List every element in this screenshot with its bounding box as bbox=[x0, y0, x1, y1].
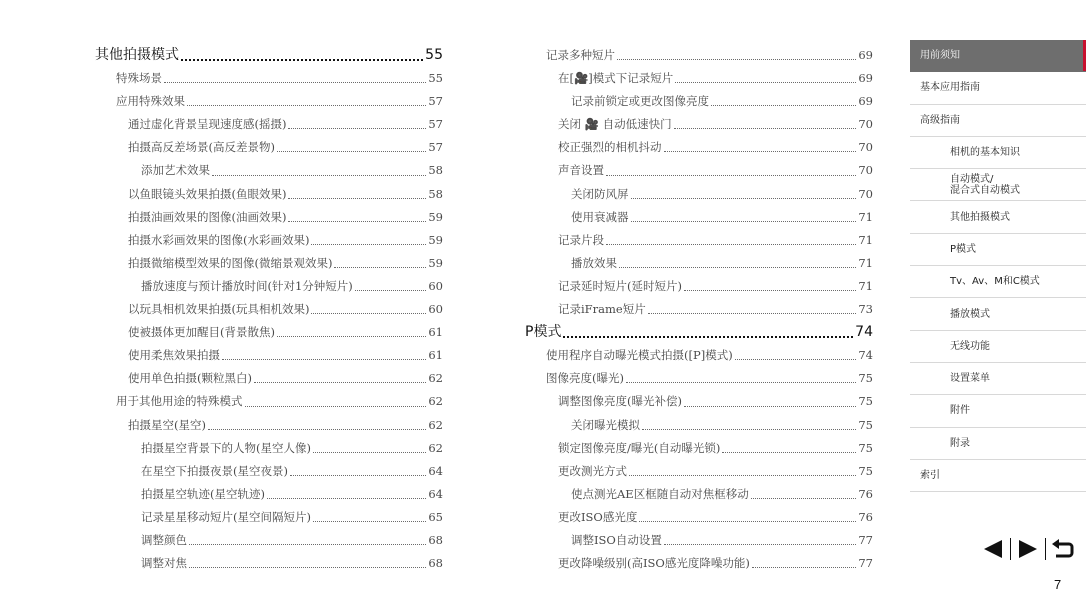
toc-entry[interactable] bbox=[95, 90, 443, 113]
toc-entry[interactable] bbox=[95, 460, 443, 483]
toc-entry-title: 以鱼眼镜头效果拍摄(鱼眼效果) bbox=[128, 186, 287, 201]
toc-entry-page: 69 bbox=[858, 94, 873, 109]
sidebar-item-label: 附录 bbox=[950, 437, 970, 449]
toc-entry-title: 记录前锁定或更改图像亮度 bbox=[571, 94, 709, 109]
sidebar-item-label: 设置菜单 bbox=[950, 373, 990, 385]
toc-entry[interactable] bbox=[95, 414, 443, 437]
dot-leader bbox=[355, 289, 427, 291]
dot-leader bbox=[684, 289, 856, 291]
toc-entry-title: 关闭曝光模拟 bbox=[571, 417, 640, 432]
toc-entry-page: 70 bbox=[858, 186, 873, 201]
toc-entry-title: P模式 bbox=[525, 324, 562, 341]
toc-entry-page: 69 bbox=[858, 71, 873, 86]
toc-entry[interactable] bbox=[525, 275, 873, 298]
toc-entry-page: 77 bbox=[858, 532, 873, 547]
dot-leader bbox=[277, 335, 426, 337]
dot-leader bbox=[313, 451, 426, 453]
sidebar-item[interactable] bbox=[910, 169, 1086, 201]
toc-entry-page: 60 bbox=[428, 278, 443, 293]
prev-page-icon[interactable] bbox=[980, 537, 1006, 561]
toc-entry-title: 拍摄星空轨迹(星空轨迹) bbox=[141, 486, 265, 501]
toc-entry[interactable] bbox=[525, 552, 873, 575]
toc-entry[interactable] bbox=[95, 367, 443, 390]
dot-leader bbox=[684, 405, 856, 407]
toc-entry-page: 70 bbox=[858, 117, 873, 132]
dot-leader bbox=[313, 520, 426, 522]
dot-leader bbox=[752, 566, 857, 568]
toc-entry[interactable] bbox=[95, 229, 443, 252]
toc-entry-page: 71 bbox=[858, 255, 873, 270]
toc-entry-title: 播放效果 bbox=[571, 255, 617, 270]
toc-entry-title: 声音设置 bbox=[558, 163, 604, 178]
sidebar-item-label: Tv、Av、M和C模式 bbox=[950, 276, 1040, 288]
toc-entry-page: 64 bbox=[428, 486, 443, 501]
toc-entry[interactable] bbox=[525, 67, 873, 90]
return-icon[interactable] bbox=[1050, 537, 1076, 561]
toc-entry-title: 更改ISO感光度 bbox=[558, 509, 638, 524]
sidebar-item[interactable] bbox=[910, 460, 1086, 492]
toc-entry[interactable] bbox=[525, 437, 873, 460]
dot-leader bbox=[189, 566, 426, 568]
toc-entry-page: 74 bbox=[858, 348, 873, 363]
toc-entry-page: 71 bbox=[858, 209, 873, 224]
toc-entry-page: 64 bbox=[428, 463, 443, 478]
toc-entry-page: 62 bbox=[428, 417, 443, 432]
dot-leader bbox=[288, 127, 426, 129]
toc-entry-page: 59 bbox=[428, 232, 443, 247]
toc-entry-page: 59 bbox=[428, 209, 443, 224]
sidebar-item-label: 用前须知 bbox=[920, 50, 960, 62]
toc-entry-page: 60 bbox=[428, 302, 443, 317]
toc-entry[interactable] bbox=[95, 321, 443, 344]
toc-entry-title: 锁定图像亮度/曝光(自动曝光锁) bbox=[558, 440, 721, 455]
sidebar-item-label: 附件 bbox=[950, 405, 970, 417]
dot-leader bbox=[642, 428, 856, 430]
dot-leader bbox=[222, 358, 426, 360]
sidebar-item[interactable] bbox=[910, 428, 1086, 460]
dot-leader bbox=[751, 497, 857, 499]
toc-entry[interactable] bbox=[525, 529, 873, 552]
dot-leader bbox=[288, 197, 426, 199]
toc-entry-title: 调整颜色 bbox=[141, 532, 187, 547]
toc-entry[interactable] bbox=[95, 275, 443, 298]
toc-entry-page: 74 bbox=[855, 324, 873, 341]
toc-entry-title: 拍摄星空(星空) bbox=[128, 417, 206, 432]
dot-leader bbox=[181, 58, 423, 61]
toc-entry-title: 调整ISO自动设置 bbox=[571, 532, 662, 547]
toc-entry-title: 其他拍摄模式 bbox=[95, 47, 179, 63]
toc-entry-page: 76 bbox=[858, 486, 873, 501]
toc-entry-page: 58 bbox=[428, 186, 443, 201]
toc-entry[interactable] bbox=[525, 136, 873, 159]
toc-entry-title: 通过虚化背景呈现速度感(摇摄) bbox=[128, 117, 287, 132]
toc-entry[interactable] bbox=[95, 159, 443, 182]
toc-entry[interactable] bbox=[95, 67, 443, 90]
toc-entry-title: 使用单色拍摄(颗粒黑白) bbox=[128, 371, 252, 386]
toc-entry[interactable] bbox=[525, 206, 873, 229]
toc-entry-page: 71 bbox=[858, 278, 873, 293]
dot-leader bbox=[664, 150, 857, 152]
sidebar-item-label: 基本应用指南 bbox=[920, 82, 980, 94]
toc-entry-title: 以玩具相机效果拍摄(玩具相机效果) bbox=[128, 302, 310, 317]
toc-entry[interactable] bbox=[525, 113, 873, 136]
toc-entry-page: 61 bbox=[428, 348, 443, 363]
toc-entry[interactable] bbox=[525, 390, 873, 413]
dot-leader bbox=[629, 474, 856, 476]
dot-leader bbox=[311, 312, 426, 314]
toc-entry-title: 特殊场景 bbox=[116, 71, 162, 86]
toc-entry-title: 拍摄高反差场景(高反差景物) bbox=[128, 140, 275, 155]
toc-entry-title: 关闭防风屏 bbox=[571, 186, 629, 201]
toc-entry-page: 75 bbox=[858, 463, 873, 478]
toc-entry[interactable] bbox=[525, 367, 873, 390]
toc-entry-page: 77 bbox=[858, 556, 873, 571]
toc-entry[interactable] bbox=[95, 483, 443, 506]
page-navigation bbox=[980, 537, 1076, 561]
sidebar-item-label: 索引 bbox=[920, 470, 940, 481]
toc-entry-page: 69 bbox=[858, 48, 873, 62]
dot-leader bbox=[619, 266, 856, 268]
toc-entry-title: 用于其他用途的特殊模式 bbox=[116, 394, 243, 409]
toc-entry[interactable] bbox=[95, 183, 443, 206]
dot-leader bbox=[639, 520, 856, 522]
toc-entry-title: 记录片段 bbox=[558, 232, 604, 247]
toc-entry-title: 应用特殊效果 bbox=[116, 94, 185, 109]
toc-entry-page: 76 bbox=[858, 509, 873, 524]
sidebar-item-label: 播放模式 bbox=[950, 308, 990, 320]
toc-entry[interactable] bbox=[525, 460, 873, 483]
toc-entry[interactable] bbox=[95, 206, 443, 229]
dot-leader bbox=[208, 428, 426, 430]
toc-entry[interactable] bbox=[525, 344, 873, 367]
sidebar-item[interactable] bbox=[910, 363, 1086, 395]
toc-entry-page: 75 bbox=[858, 417, 873, 432]
toc-entry-title: 添加艺术效果 bbox=[141, 163, 210, 178]
toc-entry-page: 55 bbox=[425, 47, 443, 63]
toc-entry[interactable] bbox=[525, 298, 873, 321]
toc-entry-title: 调整对焦 bbox=[141, 556, 187, 571]
dot-leader bbox=[187, 104, 426, 106]
dot-leader bbox=[254, 381, 426, 383]
toc-entry-title: 记录多种短片 bbox=[546, 48, 615, 62]
toc-entry[interactable] bbox=[95, 529, 443, 552]
toc-entry-page: 73 bbox=[858, 302, 873, 317]
toc-entry-page: 71 bbox=[858, 232, 873, 247]
dot-leader bbox=[631, 197, 857, 199]
toc-entry[interactable] bbox=[525, 183, 873, 206]
toc-entry[interactable] bbox=[525, 506, 873, 529]
chapter-sidebar bbox=[910, 40, 1086, 492]
dot-leader bbox=[277, 150, 426, 152]
toc-entry[interactable] bbox=[525, 44, 873, 67]
toc-entry-page: 75 bbox=[858, 440, 873, 455]
next-page-icon[interactable] bbox=[1015, 537, 1041, 561]
toc-entry[interactable] bbox=[95, 437, 443, 460]
toc-entry-title: 使用衰减器 bbox=[571, 209, 629, 224]
toc-entry[interactable] bbox=[95, 552, 443, 575]
toc-entry-title: 使用程序自动曝光模式拍摄([P]模式) bbox=[546, 348, 733, 363]
sidebar-item-label: 自动模式/ 混合式自动模式 bbox=[950, 173, 1020, 196]
sidebar-item[interactable] bbox=[910, 395, 1086, 427]
toc-entry-title: 更改降噪级别(高ISO感光度降噪功能) bbox=[558, 556, 750, 571]
toc-entry-title: 记录iFrame短片 bbox=[558, 302, 646, 317]
dot-leader bbox=[617, 58, 856, 60]
toc-entry-page: 68 bbox=[428, 556, 443, 571]
toc-entry[interactable] bbox=[95, 390, 443, 413]
toc-entry-page: 75 bbox=[858, 371, 873, 386]
toc-entry-title: 使用柔焦效果拍摄 bbox=[128, 348, 220, 363]
toc-entry-title: 拍摄油画效果的图像(油画效果) bbox=[128, 209, 287, 224]
dot-leader bbox=[334, 266, 426, 268]
toc-entry-page: 55 bbox=[428, 71, 443, 86]
dot-leader bbox=[606, 174, 856, 176]
toc-entry-page: 57 bbox=[428, 117, 443, 132]
toc-entry-title: 关闭 🎥 自动低速快门 bbox=[558, 117, 672, 132]
dot-leader bbox=[664, 543, 857, 545]
dot-leader bbox=[245, 405, 427, 407]
dot-leader bbox=[311, 243, 426, 245]
toc-entry-title: 拍摄水彩画效果的图像(水彩画效果) bbox=[128, 232, 310, 247]
dot-leader bbox=[735, 358, 857, 360]
toc-entry[interactable] bbox=[95, 298, 443, 321]
toc-entry[interactable] bbox=[95, 113, 443, 136]
toc-entry[interactable] bbox=[525, 90, 873, 113]
sidebar-item[interactable] bbox=[910, 137, 1086, 169]
dot-leader bbox=[674, 127, 857, 129]
toc-entry[interactable] bbox=[95, 344, 443, 367]
sidebar-item-label: 无线功能 bbox=[950, 340, 990, 352]
toc-chapter-entry[interactable] bbox=[525, 321, 873, 344]
sidebar-item[interactable] bbox=[910, 266, 1086, 298]
toc-chapter-entry[interactable] bbox=[95, 44, 443, 67]
toc-entry[interactable] bbox=[95, 506, 443, 529]
sidebar-item[interactable] bbox=[910, 298, 1086, 330]
toc-entry-title: 记录延时短片(延时短片) bbox=[558, 278, 682, 293]
toc-entry-title: 在[🎥]模式下记录短片 bbox=[558, 71, 674, 86]
sidebar-item-label: 高级指南 bbox=[920, 114, 960, 126]
sidebar-item[interactable] bbox=[910, 105, 1086, 137]
toc-entry-page: 68 bbox=[428, 532, 443, 547]
nav-divider bbox=[1045, 538, 1046, 560]
toc-entry-title: 在星空下拍摄夜景(星空夜景) bbox=[141, 463, 288, 478]
toc-entry[interactable] bbox=[525, 414, 873, 437]
sidebar-item[interactable] bbox=[910, 234, 1086, 266]
dot-leader bbox=[164, 81, 426, 83]
dot-leader bbox=[212, 174, 426, 176]
sidebar-item[interactable] bbox=[910, 331, 1086, 363]
dot-leader bbox=[267, 497, 426, 499]
dot-leader bbox=[648, 312, 857, 314]
toc-entry-page: 57 bbox=[428, 140, 443, 155]
toc-entry-page: 62 bbox=[428, 440, 443, 455]
toc-entry[interactable] bbox=[525, 252, 873, 275]
toc-entry-page: 57 bbox=[428, 94, 443, 109]
dot-leader bbox=[626, 381, 856, 383]
sidebar-item-label: P模式 bbox=[950, 243, 977, 255]
sidebar-item[interactable] bbox=[910, 201, 1086, 233]
dot-leader bbox=[606, 243, 856, 245]
toc-entry-title: 使被摄体更加醒目(背景散焦) bbox=[128, 325, 275, 340]
toc-entry-page: 62 bbox=[428, 394, 443, 409]
toc-entry-title: 播放速度与预计播放时间(针对1分钟短片) bbox=[141, 278, 353, 293]
dot-leader bbox=[675, 81, 856, 83]
sidebar-item[interactable] bbox=[910, 40, 1086, 72]
toc-entry[interactable] bbox=[95, 136, 443, 159]
toc-entry[interactable] bbox=[95, 252, 443, 275]
dot-leader bbox=[290, 474, 426, 476]
toc-entry-title: 记录星星移动短片(星空间隔短片) bbox=[141, 509, 311, 524]
toc-entry-page: 65 bbox=[428, 509, 443, 524]
toc-entry-title: 拍摄星空背景下的人物(星空人像) bbox=[141, 440, 311, 455]
dot-leader bbox=[722, 451, 856, 453]
dot-leader bbox=[631, 220, 857, 222]
toc-entry[interactable] bbox=[525, 159, 873, 182]
toc-middle-column bbox=[525, 44, 873, 575]
toc-entry-page: 75 bbox=[858, 394, 873, 409]
toc-entry[interactable] bbox=[525, 483, 873, 506]
dot-leader bbox=[711, 104, 856, 106]
dot-leader bbox=[563, 335, 853, 338]
toc-entry[interactable] bbox=[525, 229, 873, 252]
sidebar-item[interactable] bbox=[910, 72, 1086, 104]
toc-entry-page: 70 bbox=[858, 140, 873, 155]
dot-leader bbox=[189, 543, 426, 545]
toc-entry-page: 58 bbox=[428, 163, 443, 178]
toc-entry-title: 使点测光AE区框随自动对焦框移动 bbox=[571, 486, 749, 501]
toc-left-column bbox=[95, 44, 443, 575]
toc-entry-title: 图像亮度(曝光) bbox=[546, 371, 624, 386]
dot-leader bbox=[288, 220, 426, 222]
toc-entry-title: 校正强烈的相机抖动 bbox=[558, 140, 662, 155]
toc-entry-title: 调整图像亮度(曝光补偿) bbox=[558, 394, 682, 409]
sidebar-item-label: 相机的基本知识 bbox=[950, 147, 1020, 159]
toc-entry-page: 59 bbox=[428, 255, 443, 270]
toc-entry-page: 70 bbox=[858, 163, 873, 178]
toc-entry-title: 拍摄微缩模型效果的图像(微缩景观效果) bbox=[128, 255, 333, 270]
sidebar-item-label: 其他拍摄模式 bbox=[950, 211, 1010, 223]
nav-divider bbox=[1010, 538, 1011, 560]
toc-entry-page: 62 bbox=[428, 371, 443, 386]
toc-entry-page: 61 bbox=[428, 325, 443, 340]
page-number: 7 bbox=[1054, 577, 1062, 592]
toc-entry-title: 更改测光方式 bbox=[558, 463, 627, 478]
